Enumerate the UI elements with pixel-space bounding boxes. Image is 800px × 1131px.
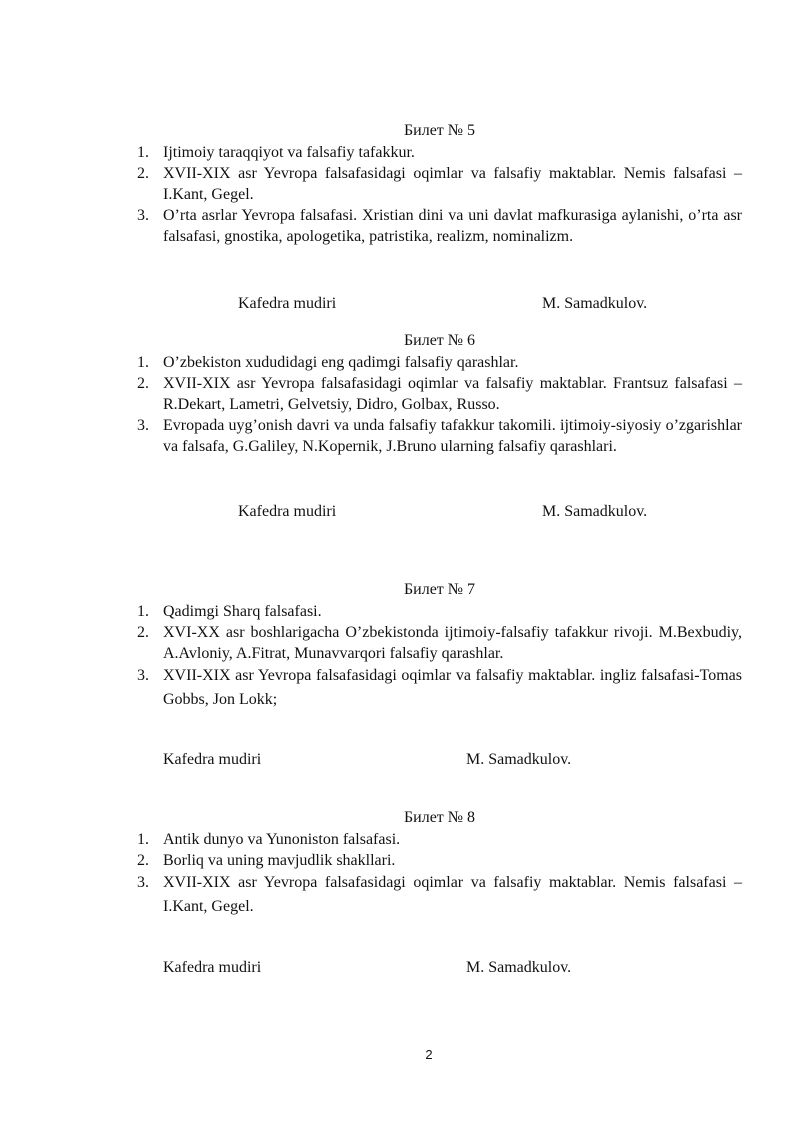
page-number: 2: [425, 1047, 433, 1062]
question-item: 3. Evropada uyg’onish davri va unda falsafiy tafakkur takomili. ijtimoiy-siyosiy o’zgarishlar va falsafa, G.Galiley, N.Kopernik, J.Bruno ularning falsafiy qarashlari.: [137, 417, 742, 455]
ticket-title: Билет № 5: [403, 122, 476, 139]
signature-name: M. Samadkulov.: [542, 503, 648, 520]
ticket-8: [137, 807, 742, 919]
ticket-title: Билет № 8: [403, 809, 476, 826]
signature-role: Kafedra mudiri: [163, 751, 262, 768]
question-item: 1. O’zbekiston xududidagi eng qadimgi falsafiy qarashlar.: [137, 354, 519, 371]
signature-row: [0, 501, 800, 523]
ticket-7: [137, 579, 742, 712]
question-list: [137, 601, 742, 712]
question-item: 3. XVII-XIX asr Yevropa falsafasidagi oqimlar va falsafiy maktablar. Nemis falsafasi – I.Kant, Gegel.: [137, 874, 742, 915]
signature-row: [0, 749, 800, 771]
question-item: 3. XVII-XIX asr Yevropa falsafasidagi oqimlar va falsafiy maktablar. ingliz falsafasi-Tomas Gobbs, Jon Lokk;: [137, 667, 742, 708]
ticket-title: Билет № 6: [403, 332, 476, 349]
signature-row: [0, 957, 800, 979]
signature-role: Kafedra mudiri: [238, 295, 337, 312]
ticket-6: [137, 330, 742, 457]
signature-role: Kafedra mudiri: [238, 503, 337, 520]
question-list: [137, 829, 742, 919]
signature-row: [0, 293, 800, 315]
question-list: [137, 142, 742, 247]
question-item: 2. XVII-XIX asr Yevropa falsafasidagi oqimlar va falsafiy maktablar. Frantsuz falsafasi – R.Dekart, Lametri, Gelvetsiy, Didro, Golbax, Russo.: [137, 375, 742, 413]
question-item: 3. O’rta asrlar Yevropa falsafasi. Xristian dini va uni davlat mafkurasiga aylanishi, o’rta asr falsafasi, gnostika, apologetika, patristika, realizm, nominalizm.: [137, 207, 742, 245]
signature-role: Kafedra mudiri: [163, 959, 262, 976]
signature-name: M. Samadkulov.: [466, 959, 572, 976]
ticket-5: [137, 120, 742, 247]
question-item: 2. Borliq va uning mavjudlik shakllari.: [137, 852, 396, 869]
ticket-title: Билет № 7: [403, 581, 476, 598]
question-list: [137, 352, 742, 457]
question-item: 2. XVI-XX asr boshlarigacha O’zbekistonda ijtimoiy-falsafiy tafakkur rivoji. M.Bexbudiy, A.Avloniy, A.Fitrat, Munavvarqori falsafiy qarashlar.: [137, 624, 742, 662]
signature-name: M. Samadkulov.: [542, 295, 648, 312]
question-item: 2. XVII-XIX asr Yevropa falsafasidagi oqimlar va falsafiy maktablar. Nemis falsafasi – I.Kant, Gegel.: [137, 165, 742, 203]
question-item: 1. Ijtimoiy taraqqiyot va falsafiy tafakkur.: [137, 144, 415, 161]
question-item: 1. Antik dunyo va Yunoniston falsafasi.: [137, 831, 401, 848]
question-item: 1. Qadimgi Sharq falsafasi.: [137, 603, 322, 620]
signature-name: M. Samadkulov.: [466, 751, 572, 768]
